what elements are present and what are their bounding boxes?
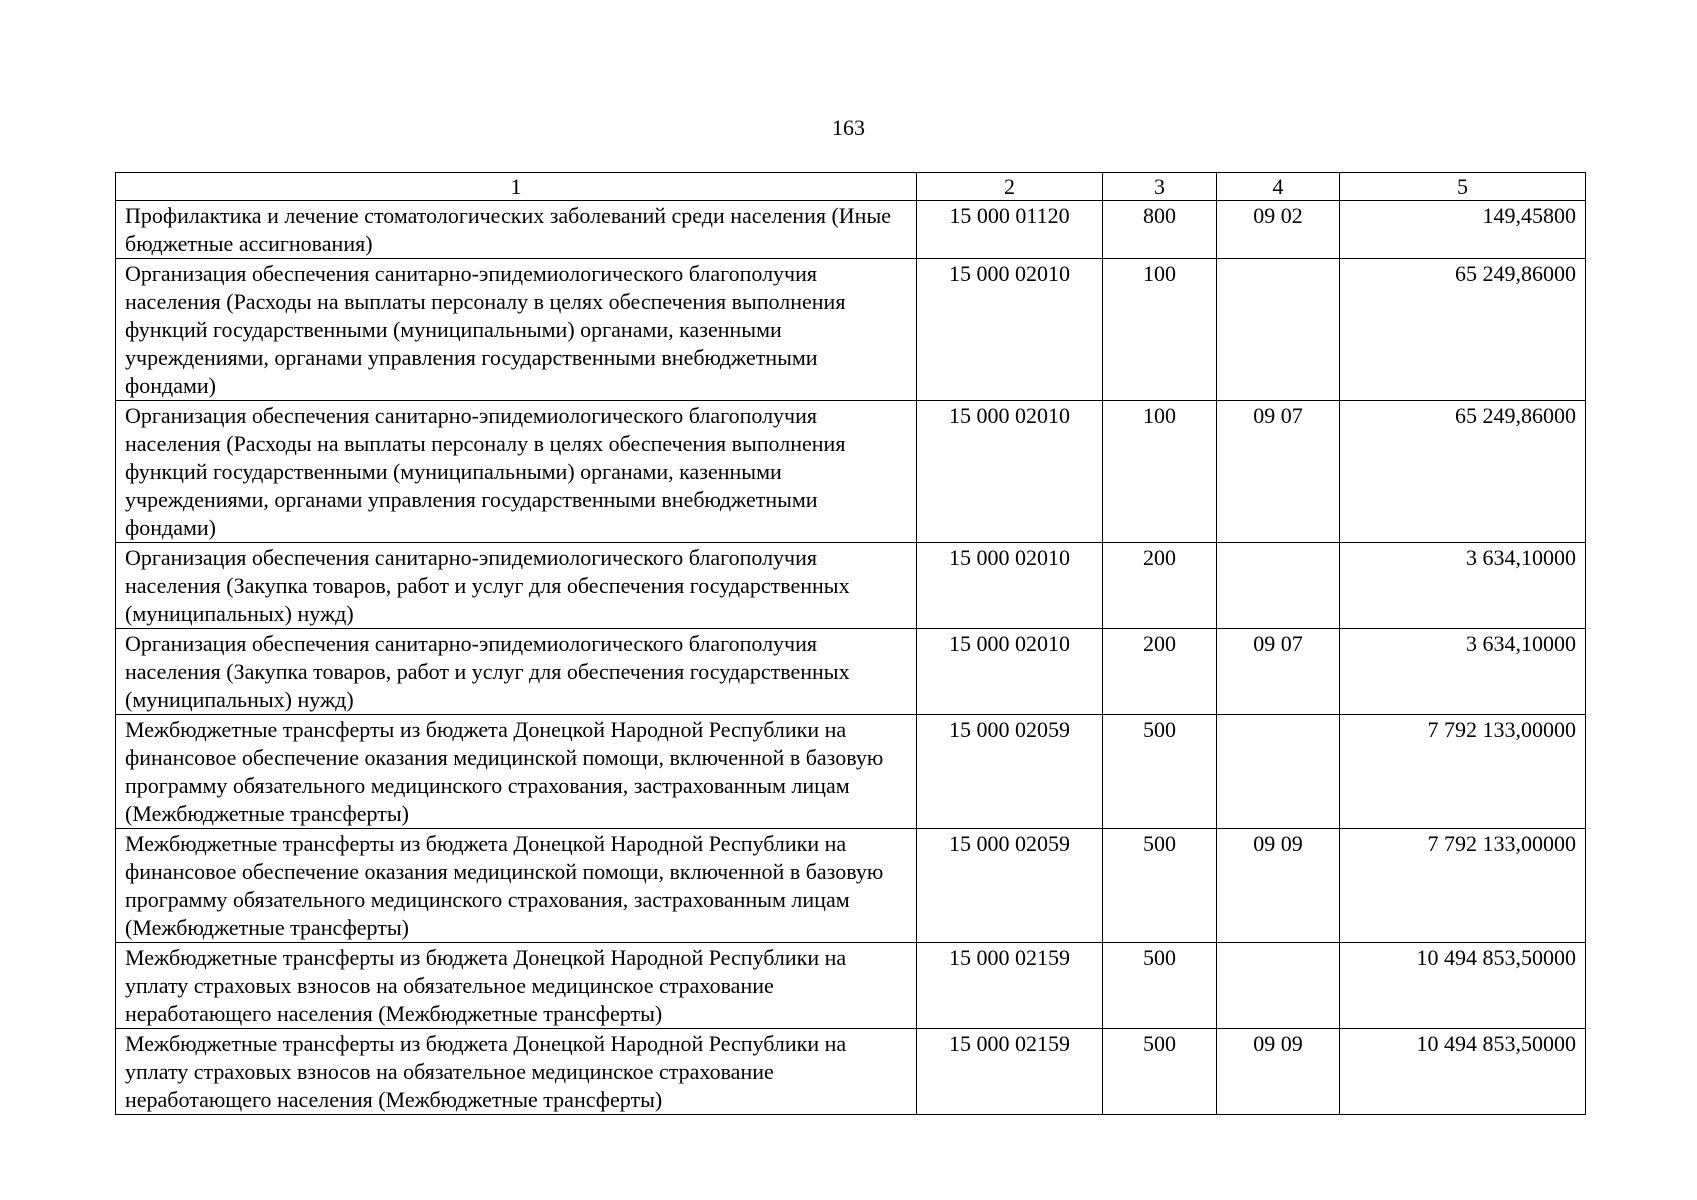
row-description: Межбюджетные трансферты из бюджета Донецкой Народной Республики на уплату страховых взносов на обязательное медицинское страхование неработающего населения (Межбюджетные трансферты) (116, 1029, 917, 1115)
row-amount: 149,45800 (1340, 201, 1586, 259)
column-header-1: 1 (116, 173, 917, 201)
table-row (116, 943, 1586, 1029)
row-description: Межбюджетные трансферты из бюджета Донецкой Народной Республики на финансовое обеспечение оказания медицинской помощи, включенной в базовую программу обязательного медицинского страхования, застрахованным лицам (Межбюджетные трансферты) (116, 715, 917, 829)
row-section (1217, 543, 1340, 629)
row-expense-type: 500 (1103, 1029, 1217, 1115)
column-header-4: 4 (1217, 173, 1340, 201)
table-row (116, 401, 1586, 543)
row-expense-type: 100 (1103, 259, 1217, 401)
column-header-5: 5 (1340, 173, 1586, 201)
row-code: 15 000 02010 (917, 259, 1103, 401)
row-expense-type: 200 (1103, 629, 1217, 715)
table-row (116, 1029, 1586, 1115)
row-expense-type: 500 (1103, 715, 1217, 829)
row-expense-type: 100 (1103, 401, 1217, 543)
row-code: 15 000 01120 (917, 201, 1103, 259)
row-description: Межбюджетные трансферты из бюджета Донецкой Народной Республики на финансовое обеспечение оказания медицинской помощи, включенной в базовую программу обязательного медицинского страхования, застрахованным лицам (Межбюджетные трансферты) (116, 829, 917, 943)
table-row (116, 829, 1586, 943)
row-amount: 10 494 853,50000 (1340, 1029, 1586, 1115)
row-description: Организация обеспечения санитарно-эпидемиологического благополучия населения (Расходы на выплаты персоналу в целях обеспечения выполнения функций государственными (муниципальными) органами, казенными учреждениями, органами управления государственными внебюджетными фондами) (116, 401, 917, 543)
row-amount: 65 249,86000 (1340, 401, 1586, 543)
row-section: 09 09 (1217, 1029, 1340, 1115)
row-section (1217, 259, 1340, 401)
table-header-row (116, 173, 1586, 201)
column-header-2: 2 (917, 173, 1103, 201)
row-expense-type: 800 (1103, 201, 1217, 259)
row-description: Организация обеспечения санитарно-эпидемиологического благополучия населения (Расходы на выплаты персоналу в целях обеспечения выполнения функций государственными (муниципальными) органами, казенными учреждениями, органами управления государственными внебюджетными фондами) (116, 259, 917, 401)
row-amount: 7 792 133,00000 (1340, 715, 1586, 829)
column-header-3: 3 (1103, 173, 1217, 201)
row-description: Организация обеспечения санитарно-эпидемиологического благополучия населения (Закупка товаров, работ и услуг для обеспечения государственных (муниципальных) нужд) (116, 543, 917, 629)
row-code: 15 000 02159 (917, 1029, 1103, 1115)
row-expense-type: 500 (1103, 829, 1217, 943)
table-row (116, 543, 1586, 629)
table-row (116, 201, 1586, 259)
row-section: 09 07 (1217, 401, 1340, 543)
row-amount: 3 634,10000 (1340, 543, 1586, 629)
row-amount: 65 249,86000 (1340, 259, 1586, 401)
row-code: 15 000 02059 (917, 829, 1103, 943)
page-number: 163 (832, 115, 865, 140)
row-section: 09 02 (1217, 201, 1340, 259)
row-amount: 10 494 853,50000 (1340, 943, 1586, 1029)
row-section (1217, 715, 1340, 829)
row-expense-type: 200 (1103, 543, 1217, 629)
table-row (116, 629, 1586, 715)
budget-table (115, 172, 1586, 1115)
row-code: 15 000 02010 (917, 629, 1103, 715)
row-section: 09 09 (1217, 829, 1340, 943)
row-code: 15 000 02059 (917, 715, 1103, 829)
row-code: 15 000 02010 (917, 543, 1103, 629)
row-section (1217, 943, 1340, 1029)
row-description: Профилактика и лечение стоматологических заболеваний среди населения (Иные бюджетные ассигнования) (116, 201, 917, 259)
row-code: 15 000 02010 (917, 401, 1103, 543)
row-description: Организация обеспечения санитарно-эпидемиологического благополучия населения (Закупка товаров, работ и услуг для обеспечения государственных (муниципальных) нужд) (116, 629, 917, 715)
row-description: Межбюджетные трансферты из бюджета Донецкой Народной Республики на уплату страховых взносов на обязательное медицинское страхование неработающего населения (Межбюджетные трансферты) (116, 943, 917, 1029)
row-amount: 3 634,10000 (1340, 629, 1586, 715)
table-row (116, 259, 1586, 401)
row-expense-type: 500 (1103, 943, 1217, 1029)
row-amount: 7 792 133,00000 (1340, 829, 1586, 943)
table-row (116, 715, 1586, 829)
row-section: 09 07 (1217, 629, 1340, 715)
row-code: 15 000 02159 (917, 943, 1103, 1029)
